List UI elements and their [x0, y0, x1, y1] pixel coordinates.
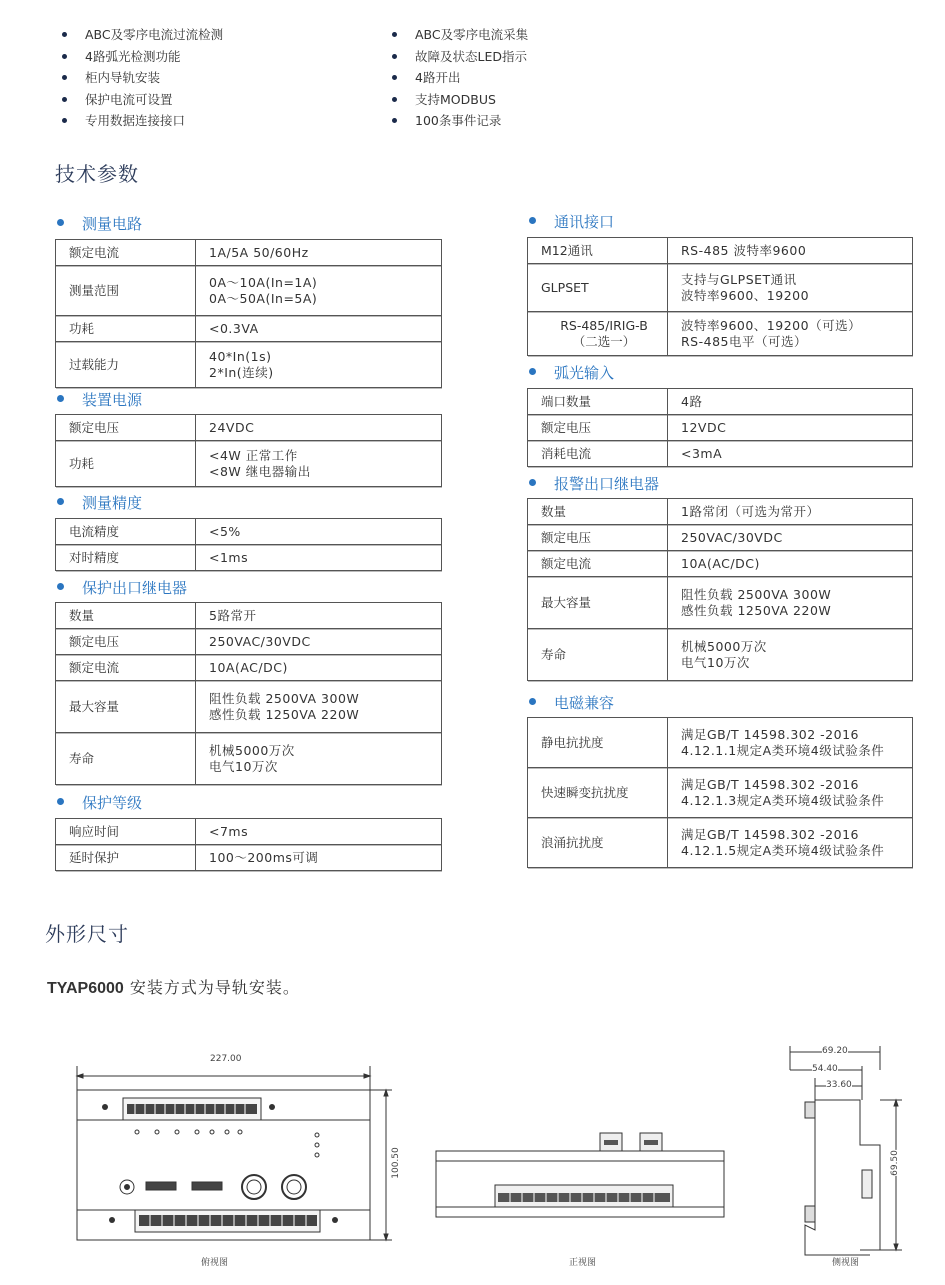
param-value-cell: 阻性负载 2500VA 300W 感性负载 1250VA 220W: [196, 681, 442, 733]
bullet-icon: [57, 395, 64, 402]
bullet-icon: [392, 54, 397, 59]
param-name-cell: 额定电压: [528, 525, 668, 551]
feature-item: 故障及状态LED指示: [392, 46, 692, 68]
table-row: [528, 525, 913, 551]
table-row: [528, 264, 913, 312]
param-name-cell: 寿命: [528, 629, 668, 681]
param-name-cell: 最大容量: [56, 681, 196, 733]
feature-item: 100条事件记录: [392, 110, 692, 132]
side-view-caption: 侧视图: [832, 1258, 860, 1268]
param-value-cell: 机械5000万次 电气10万次: [668, 629, 913, 681]
param-name-cell: 快速瞬变抗扰度: [528, 768, 668, 818]
param-value-cell: 1A/5A 50/60Hz: [196, 240, 442, 266]
section-heading: 弧光输入: [529, 363, 614, 383]
param-name-cell: 最大容量: [528, 577, 668, 629]
param-value-cell: <1ms: [196, 545, 442, 571]
param-name-cell: 数量: [528, 499, 668, 525]
table-row: [56, 545, 442, 571]
param-value-cell: 机械5000万次 电气10万次: [196, 733, 442, 785]
param-value-cell: 250VAC/30VDC: [196, 629, 442, 655]
bullet-icon: [529, 479, 536, 486]
section-heading: 保护出口继电器: [57, 578, 187, 598]
spec-table-protect-level: [55, 818, 442, 871]
section-heading: 装置电源: [57, 390, 142, 410]
param-value-cell: 支持与GLPSET通讯 波特率9600、19200: [668, 264, 913, 312]
param-name-cell: 过载能力: [56, 342, 196, 388]
param-name-cell: 额定电流: [56, 655, 196, 681]
param-name-cell: 功耗: [56, 441, 196, 487]
param-value-cell: 10A(AC/DC): [668, 551, 913, 577]
param-value-cell: <7ms: [196, 819, 442, 845]
param-value-cell: <0.3VA: [196, 316, 442, 342]
param-value-cell: 24VDC: [196, 415, 442, 441]
side-view-dim-3: 33.60: [826, 1080, 852, 1090]
spec-table-emc: [527, 717, 913, 868]
table-row: [56, 629, 442, 655]
section-heading: 保护等级: [57, 793, 142, 813]
table-row: [528, 238, 913, 264]
bullet-icon: [529, 368, 536, 375]
table-row: [56, 342, 442, 388]
table-row: [528, 499, 913, 525]
bullet-icon: [57, 798, 64, 805]
feature-column-right: [392, 24, 692, 132]
param-value-cell: 0A～10A(In=1A) 0A～50A(In=5A): [196, 266, 442, 316]
table-row: [528, 768, 913, 818]
param-name-cell: 浪涌抗扰度: [528, 818, 668, 868]
table-row: [56, 316, 442, 342]
bullet-icon: [529, 217, 536, 224]
param-name-cell: 测量范围: [56, 266, 196, 316]
feature-column-left: [62, 24, 362, 132]
param-value-cell: <4W 正常工作 <8W 继电器输出: [196, 441, 442, 487]
param-name-cell: 额定电流: [528, 551, 668, 577]
param-value-cell: 阻性负载 2500VA 300W 感性负载 1250VA 220W: [668, 577, 913, 629]
table-row: [528, 551, 913, 577]
param-name-cell: 对时精度: [56, 545, 196, 571]
feature-item: ABC及零序电流过流检测: [62, 24, 362, 46]
front-view-drawing: [436, 1133, 724, 1217]
table-row: [528, 629, 913, 681]
feature-item: 4路开出: [392, 67, 692, 89]
table-row: [56, 519, 442, 545]
spec-table-comm: [527, 237, 913, 356]
spec-table-power: [55, 414, 442, 487]
param-value-cell: <3mA: [668, 441, 913, 467]
dimension-drawings: [0, 1030, 945, 1285]
side-view-height-label: 69.50: [889, 1150, 900, 1176]
bullet-icon: [392, 32, 397, 37]
bullet-icon: [529, 698, 536, 705]
param-value-cell: 满足GB/T 14598.302 -2016 4.12.1.3规定A类环境4级试验条件: [668, 768, 913, 818]
spec-table-alarm-relay: [527, 498, 913, 681]
table-row: [528, 818, 913, 868]
bullet-icon: [57, 583, 64, 590]
param-value-cell: 250VAC/30VDC: [668, 525, 913, 551]
param-name-cell: M12通讯: [528, 238, 668, 264]
table-row: [528, 312, 913, 356]
table-row: [56, 266, 442, 316]
table-row: [56, 681, 442, 733]
install-text: 安装方式为导轨安装。: [129, 978, 300, 997]
param-name-cell: 消耗电流: [528, 441, 668, 467]
param-value-cell: 100～200ms可调: [196, 845, 442, 871]
param-value-cell: 5路常开: [196, 603, 442, 629]
table-row: [56, 819, 442, 845]
bullet-icon: [392, 118, 397, 123]
feature-item: 支持MODBUS: [392, 89, 692, 111]
table-row: [56, 733, 442, 785]
spec-table-protect-relay: [55, 602, 442, 785]
param-value-cell: 40*In(1s) 2*In(连续): [196, 342, 442, 388]
param-name-cell: 静电抗扰度: [528, 718, 668, 768]
param-name-cell: RS-485/IRIG-B （二选一）: [528, 312, 668, 356]
table-row: [56, 655, 442, 681]
install-note: [47, 975, 300, 998]
bullet-icon: [62, 118, 67, 123]
bullet-icon: [392, 97, 397, 102]
table-row: [528, 718, 913, 768]
param-value-cell: RS-485 波特率9600: [668, 238, 913, 264]
dimensions-title: 外形尺寸: [45, 922, 129, 946]
param-name-cell: 数量: [56, 603, 196, 629]
param-value-cell: <5%: [196, 519, 442, 545]
table-row: [528, 415, 913, 441]
param-name-cell: GLPSET: [528, 264, 668, 312]
bullet-icon: [392, 75, 397, 80]
section-heading: 通讯接口: [529, 212, 614, 232]
section-heading: 电磁兼容: [529, 693, 614, 713]
front-view-caption: 正视图: [569, 1258, 597, 1268]
param-name-cell: 寿命: [56, 733, 196, 785]
param-value-cell: 满足GB/T 14598.302 -2016 4.12.1.1规定A类环境4级试验条件: [668, 718, 913, 768]
section-heading: 报警出口继电器: [529, 474, 659, 494]
table-row: [528, 577, 913, 629]
tech-params-title: 技术参数: [55, 162, 139, 186]
top-view-caption: 俯视图: [201, 1258, 229, 1268]
param-name-cell: 电流精度: [56, 519, 196, 545]
side-view-dim-2: 54.40: [812, 1064, 838, 1074]
param-name-cell: 功耗: [56, 316, 196, 342]
feature-item: ABC及零序电流采集: [392, 24, 692, 46]
table-row: [528, 441, 913, 467]
param-value-cell: 10A(AC/DC): [196, 655, 442, 681]
param-name-cell: 响应时间: [56, 819, 196, 845]
bullet-icon: [57, 498, 64, 505]
table-row: [56, 415, 442, 441]
param-value-cell: 4路: [668, 389, 913, 415]
param-value-cell: 12VDC: [668, 415, 913, 441]
param-name-cell: 额定电流: [56, 240, 196, 266]
spec-table-accuracy: [55, 518, 442, 571]
table-row: [56, 845, 442, 871]
side-view-drawing: [790, 1046, 902, 1255]
param-value-cell: 1路常闭（可选为常开）: [668, 499, 913, 525]
section-heading: 测量精度: [57, 493, 142, 513]
feature-item: 4路弧光检测功能: [62, 46, 362, 68]
table-row: [528, 389, 913, 415]
table-row: [56, 441, 442, 487]
param-name-cell: 端口数量: [528, 389, 668, 415]
section-heading: 测量电路: [57, 214, 142, 234]
feature-item: 柜内导轨安装: [62, 67, 362, 89]
param-name-cell: 额定电压: [528, 415, 668, 441]
bullet-icon: [62, 54, 67, 59]
bullet-icon: [62, 97, 67, 102]
model-name: TYAP6000: [47, 980, 124, 997]
param-name-cell: 额定电压: [56, 415, 196, 441]
param-value-cell: 波特率9600、19200（可选） RS-485电平（可选）: [668, 312, 913, 356]
bullet-icon: [62, 32, 67, 37]
bullet-icon: [62, 75, 67, 80]
feature-item: 保护电流可设置: [62, 89, 362, 111]
feature-item: 专用数据连接接口: [62, 110, 362, 132]
param-name-cell: 延时保护: [56, 845, 196, 871]
top-view-height-label: 100.50: [390, 1147, 401, 1179]
top-view-width-label: 227.00: [210, 1054, 242, 1064]
param-value-cell: 满足GB/T 14598.302 -2016 4.12.1.5规定A类环境4级试验条件: [668, 818, 913, 868]
table-row: [56, 603, 442, 629]
table-row: [56, 240, 442, 266]
bullet-icon: [57, 219, 64, 226]
param-name-cell: 额定电压: [56, 629, 196, 655]
side-view-dim-1: 69.20: [822, 1046, 848, 1056]
spec-table-measure-circuit: [55, 239, 442, 388]
top-view-drawing: [77, 1066, 392, 1240]
spec-table-arc-input: [527, 388, 913, 467]
